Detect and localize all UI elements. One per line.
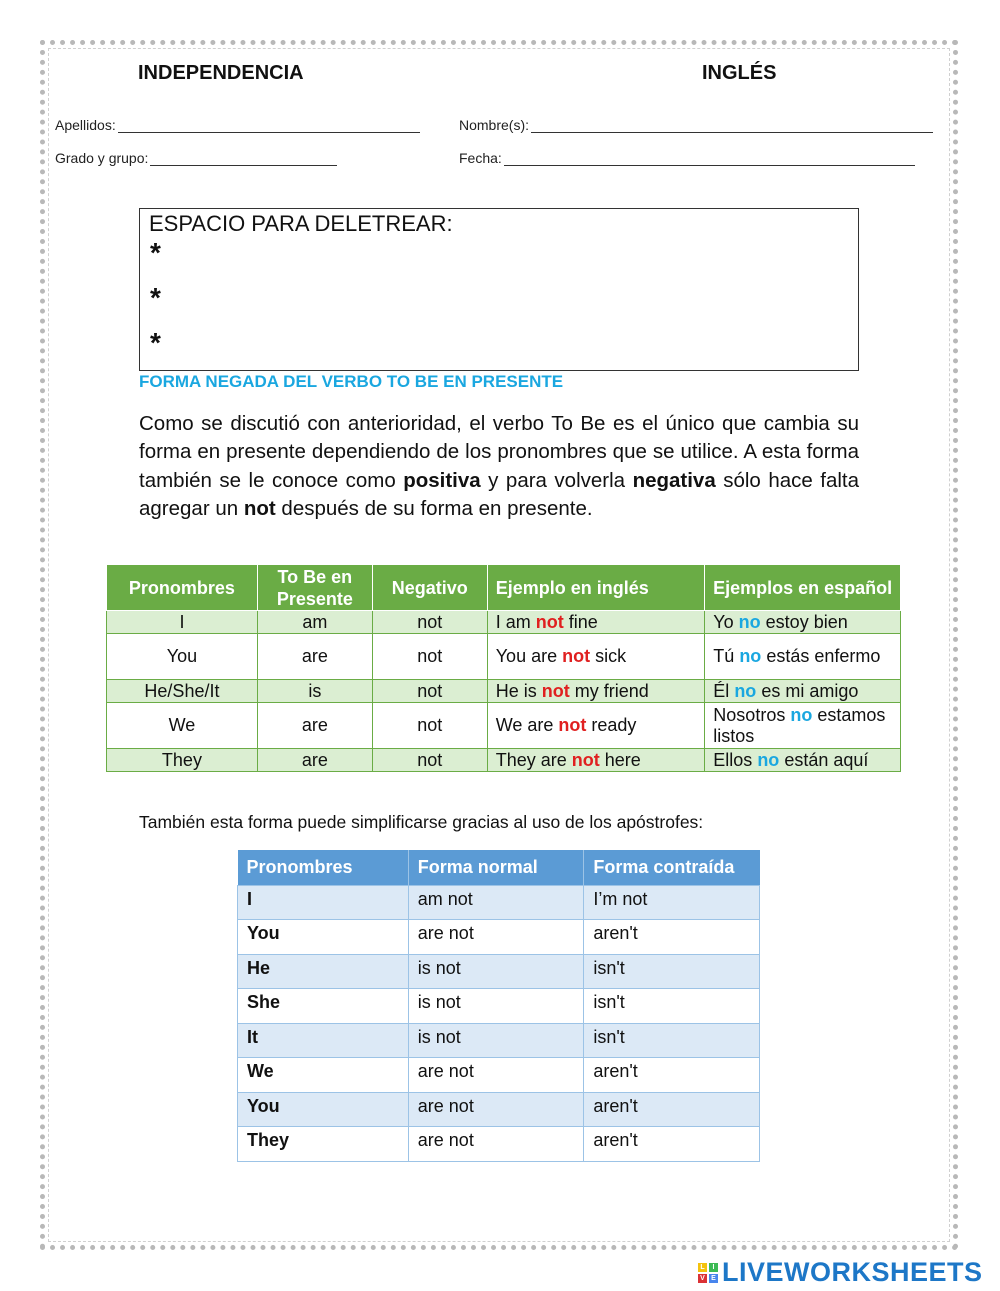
contracted-form-cell: aren't xyxy=(584,1092,760,1127)
column-header: To Be en Presente xyxy=(257,565,372,611)
example-text: estás enfermo xyxy=(761,646,881,666)
logo-block: E xyxy=(709,1274,718,1283)
apellidos-line[interactable] xyxy=(118,119,420,133)
paragraph-bold: negativa xyxy=(632,468,716,492)
grado-label: Grado y grupo: xyxy=(55,150,149,166)
example-text: Yo xyxy=(713,611,739,632)
no-highlight: no xyxy=(757,749,780,770)
logo-text: LIVEWORKSHEETS xyxy=(722,1257,983,1287)
pronoun-cell: She xyxy=(238,989,409,1024)
table-row xyxy=(238,1023,760,1058)
tobe-cell: is xyxy=(257,680,372,703)
contracted-form-cell: I’m not xyxy=(584,885,760,920)
grado-field[interactable] xyxy=(55,150,337,166)
pronoun-cell: It xyxy=(238,1023,409,1058)
tobe-cell: am xyxy=(257,611,372,634)
apellidos-label: Apellidos: xyxy=(55,117,116,133)
column-header: Pronombres xyxy=(238,850,409,885)
paragraph-bold: not xyxy=(243,496,276,520)
contraction-table xyxy=(237,850,760,1162)
spanish-example-cell xyxy=(705,611,901,634)
not-highlight: not xyxy=(541,680,570,701)
example-text: Él xyxy=(713,680,735,701)
spelling-bullet: * xyxy=(150,327,161,358)
contracted-form-cell: isn't xyxy=(584,954,760,989)
tobe-cell: are xyxy=(257,749,372,772)
nombre-line[interactable] xyxy=(531,119,933,133)
spanish-example-cell xyxy=(705,680,901,703)
pronoun-cell: We xyxy=(107,703,258,749)
table-header-row xyxy=(107,565,901,611)
negative-cell: not xyxy=(372,611,487,634)
negative-cell: not xyxy=(372,634,487,680)
normal-form-cell: are not xyxy=(408,1127,584,1162)
example-text: here xyxy=(599,749,641,770)
negative-cell: not xyxy=(372,749,487,772)
pronoun-cell: He/She/It xyxy=(107,680,258,703)
not-highlight: not xyxy=(558,715,587,735)
table-row xyxy=(107,703,901,749)
apellidos-field[interactable] xyxy=(55,117,420,133)
example-text: You are xyxy=(495,646,563,666)
example-text: They are xyxy=(495,749,572,770)
pronoun-cell: We xyxy=(238,1058,409,1093)
column-header: Ejemplos en español xyxy=(705,565,901,611)
example-text: estamos listos xyxy=(713,704,886,746)
english-example-cell xyxy=(487,703,705,749)
contracted-form-cell: aren't xyxy=(584,1058,760,1093)
fecha-line[interactable] xyxy=(504,152,915,166)
normal-form-cell: are not xyxy=(408,1058,584,1093)
tobe-cell: are xyxy=(257,634,372,680)
intro-paragraph xyxy=(139,410,859,523)
pronoun-cell: He xyxy=(238,954,409,989)
spelling-bullet: * xyxy=(150,282,161,313)
table-row xyxy=(238,954,760,989)
column-header: Pronombres xyxy=(107,565,258,611)
table-row xyxy=(107,749,901,772)
negative-cell: not xyxy=(372,703,487,749)
table-row xyxy=(238,989,760,1024)
header-school: INDEPENDENCIA xyxy=(138,62,304,84)
section-title: FORMA NEGADA DEL VERBO TO BE EN PRESENTE xyxy=(139,372,564,391)
table-row xyxy=(107,611,901,634)
pronoun-cell: You xyxy=(238,1092,409,1127)
table-row xyxy=(107,680,901,703)
not-highlight: not xyxy=(571,749,600,770)
example-text: estoy bien xyxy=(760,611,848,632)
pronoun-cell: I xyxy=(238,885,409,920)
table-header-row xyxy=(238,850,760,885)
logo-blocks-icon xyxy=(698,1263,718,1283)
not-highlight: not xyxy=(535,611,564,632)
column-header: Ejemplo en inglés xyxy=(487,565,705,611)
normal-form-cell: are not xyxy=(408,920,584,955)
example-text: ready xyxy=(586,715,637,735)
paragraph-text: y para volverla xyxy=(480,468,633,492)
logo-block: L xyxy=(698,1263,707,1272)
paragraph-text: Como se discutió con anterioridad, el verbo To Be es el único que cambia su forma en presente dependiendo de los pronombres que se utilice. A esta forma también se le conoce como xyxy=(139,412,859,492)
nombre-label: Nombre(s): xyxy=(459,117,530,133)
example-text: We are xyxy=(495,715,559,735)
example-text: I am xyxy=(495,611,536,632)
grado-line[interactable] xyxy=(150,152,337,166)
column-header: Forma contraída xyxy=(584,850,760,885)
negative-cell: not xyxy=(372,680,487,703)
contracted-form-cell: aren't xyxy=(584,920,760,955)
example-text: Nosotros xyxy=(713,704,791,725)
contracted-form-cell: aren't xyxy=(584,1127,760,1162)
normal-form-cell: is not xyxy=(408,954,584,989)
column-header: Forma normal xyxy=(408,850,584,885)
column-header: Negativo xyxy=(372,565,487,611)
example-text: my friend xyxy=(569,680,649,701)
table-row xyxy=(238,885,760,920)
table-row xyxy=(107,634,901,680)
pronoun-cell: I xyxy=(107,611,258,634)
fecha-label: Fecha: xyxy=(459,150,502,166)
normal-form-cell: am not xyxy=(408,885,584,920)
english-example-cell xyxy=(487,680,705,703)
spanish-example-cell xyxy=(705,703,901,749)
negative-form-table xyxy=(106,564,901,772)
no-highlight: no xyxy=(734,680,757,701)
example-text: Ellos xyxy=(713,749,758,770)
pronoun-cell: You xyxy=(238,920,409,955)
table-row xyxy=(238,1092,760,1127)
spelling-bullet: * xyxy=(150,237,161,268)
spelling-box-title: ESPACIO PARA DELETREAR: xyxy=(149,211,453,236)
english-example-cell xyxy=(487,611,705,634)
paragraph-bold: positiva xyxy=(403,468,481,492)
normal-form-cell: is not xyxy=(408,1023,584,1058)
english-example-cell xyxy=(487,749,705,772)
not-highlight: not xyxy=(562,646,591,666)
example-text: He is xyxy=(495,680,542,701)
normal-form-cell: are not xyxy=(408,1092,584,1127)
table-row xyxy=(238,1127,760,1162)
no-highlight: no xyxy=(790,704,813,725)
english-example-cell xyxy=(487,634,705,680)
no-highlight: no xyxy=(739,646,762,666)
no-highlight: no xyxy=(738,611,761,632)
tobe-cell: are xyxy=(257,703,372,749)
spanish-example-cell xyxy=(705,634,901,680)
nombre-field[interactable] xyxy=(459,117,933,133)
example-text: es mi amigo xyxy=(756,680,859,701)
pronoun-cell: They xyxy=(107,749,258,772)
table-row xyxy=(238,1058,760,1093)
fecha-field[interactable] xyxy=(459,150,915,166)
contracted-form-cell: isn't xyxy=(584,989,760,1024)
header-subject: INGLÉS xyxy=(702,62,777,84)
spanish-example-cell xyxy=(705,749,901,772)
pronoun-cell: You xyxy=(107,634,258,680)
example-text: fine xyxy=(563,611,598,632)
contracted-form-cell: isn't xyxy=(584,1023,760,1058)
paragraph-text: después de su forma en presente. xyxy=(275,496,593,520)
liveworksheets-logo[interactable] xyxy=(698,1257,983,1288)
example-text: Tú xyxy=(713,646,740,666)
spelling-box[interactable] xyxy=(139,208,859,371)
pronoun-cell: They xyxy=(238,1127,409,1162)
example-text: sick xyxy=(590,646,627,666)
example-text: están aquí xyxy=(779,749,869,770)
paragraph-text: sólo hace falta agregar un xyxy=(139,468,860,520)
contraction-note: También esta forma puede simplificarse gracias al uso de los apóstrofes: xyxy=(139,812,704,832)
normal-form-cell: is not xyxy=(408,989,584,1024)
table-row xyxy=(238,920,760,955)
logo-block: I xyxy=(709,1263,718,1272)
logo-block: V xyxy=(698,1274,707,1283)
